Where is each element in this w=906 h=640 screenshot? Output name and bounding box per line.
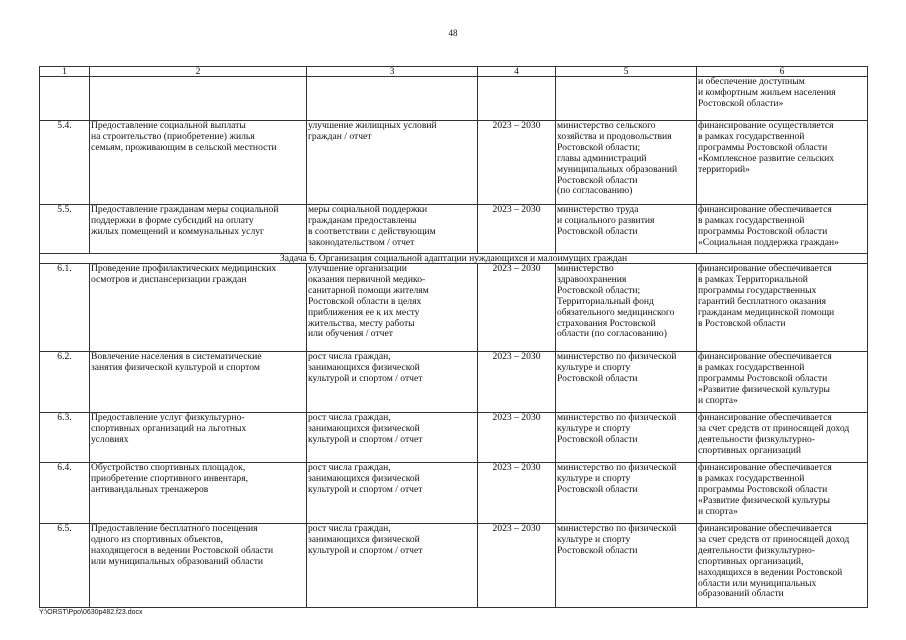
measure-cell: [90, 77, 307, 121]
measure-cell: Вовлечение населения в систематические занятия физической культурой и спортом: [90, 352, 307, 413]
period-cell: 2023 – 2030: [478, 205, 556, 254]
result-cell: рост числа граждан, занимающихся физической культурой и спортом / отчет: [307, 524, 478, 608]
result-cell: меры социальной поддержки гражданам предоставлены в соответствии с действующим законодательством / отчет: [307, 205, 478, 254]
period-cell: 2023 – 2030: [478, 524, 556, 608]
table-row: [40, 524, 868, 608]
table-row: [40, 77, 868, 121]
row-number: 6.3.: [40, 413, 90, 463]
page-number: 48: [448, 28, 458, 38]
column-header: 3: [307, 67, 478, 77]
result-cell: рост числа граждан, занимающихся физической культурой и спортом / отчет: [307, 413, 478, 463]
row-number: 6.4.: [40, 463, 90, 524]
funding-cell: финансирование обеспечивается в рамках государственной программы Ростовской области «Развитие физической культуры и спорта»: [697, 463, 868, 524]
measure-cell: Обустройство спортивных площадок, приобретение спортивного инвентаря, антивандальных тренажеров: [90, 463, 307, 524]
measure-cell: Предоставление услуг физкультурно- спортивных организаций на льготных условиях: [90, 413, 307, 463]
funding-cell: и обеспечение доступным и комфортным жильем населения Ростовской области»: [697, 77, 868, 121]
row-number: 5.5.: [40, 205, 90, 254]
executor-cell: министерство по физической культуре и спорту Ростовской области: [556, 463, 697, 524]
period-cell: 2023 – 2030: [478, 413, 556, 463]
executor-cell: министерство по физической культуре и спорту Ростовской области: [556, 352, 697, 413]
header-row: [40, 67, 868, 77]
column-header: 2: [90, 67, 307, 77]
funding-cell: финансирование осуществляется в рамках государственной программы Ростовской области «Комплексное развитие сельских территорий»: [697, 121, 868, 205]
result-cell: [307, 77, 478, 121]
executor-cell: [556, 77, 697, 121]
funding-cell: финансирование обеспечивается в рамках Территориальной программы государственных гарантий бесплатного оказания гражданам медицинской помощи в Ростовской области: [697, 264, 868, 352]
executor-cell: министерство по физической культуре и спорту Ростовской области: [556, 413, 697, 463]
measure-cell: Предоставление социальной выплаты на строительство (приобретение) жилья семьям, проживающим в сельской местности: [90, 121, 307, 205]
funding-cell: финансирование обеспечивается за счет средств от приносящей доход деятельности физкультурно- спортивных организаций, находящихся в ведении Ростовской области или муниципальных образований области: [697, 524, 868, 608]
column-header: 4: [478, 67, 556, 77]
executor-cell: министерство сельского хозяйства и продовольствия Ростовской области; главы администраций муниципальных образований Ростовской области (по согласованию): [556, 121, 697, 205]
table-row: [40, 352, 868, 413]
measure-cell: Проведение профилактических медицинских осмотров и диспансеризации граждан: [90, 264, 307, 352]
file-path-footer: Y:\ORST\Ppo\0630p482.f23.docx: [39, 609, 143, 616]
measures-table: [39, 66, 868, 608]
row-number: 6.1.: [40, 264, 90, 352]
task-title: Задача 6. Организация социальной адаптации нуждающихся и малоимущих граждан: [40, 254, 868, 264]
measure-cell: Предоставление гражданам меры социальной поддержки в форме субсидий на оплату жилых помещений и коммунальных услуг: [90, 205, 307, 254]
executor-cell: министерство по физической культуре и спорту Ростовской области: [556, 524, 697, 608]
table-row: [40, 264, 868, 352]
column-header: 1: [40, 67, 90, 77]
column-header: 5: [556, 67, 697, 77]
table-row: [40, 413, 868, 463]
row-number: [40, 77, 90, 121]
period-cell: 2023 – 2030: [478, 463, 556, 524]
funding-cell: финансирование обеспечивается в рамках государственной программы Ростовской области «Развитие физической культуры и спорта»: [697, 352, 868, 413]
table-row: [40, 205, 868, 254]
row-number: 6.5.: [40, 524, 90, 608]
result-cell: улучшение организации оказания первичной медико- санитарной помощи жителям Ростовской области в целях приближения ее к их месту жительства, месту работы или обучения / отчет: [307, 264, 478, 352]
executor-cell: министерство здравоохранения Ростовской области; Территориальный фонд обязательного медицинского страхования Ростовской области (по согласованию): [556, 264, 697, 352]
executor-cell: министерство труда и социального развития Ростовской области: [556, 205, 697, 254]
task-row: [40, 254, 868, 264]
table-row: [40, 463, 868, 524]
period-cell: [478, 77, 556, 121]
funding-cell: финансирование обеспечивается в рамках государственной программы Ростовской области «Социальная поддержка граждан»: [697, 205, 868, 254]
table-row: [40, 121, 868, 205]
row-number: 6.2.: [40, 352, 90, 413]
row-number: 5.4.: [40, 121, 90, 205]
column-header: 6: [697, 67, 868, 77]
result-cell: рост числа граждан, занимающихся физической культурой и спортом / отчет: [307, 463, 478, 524]
measure-cell: Предоставление бесплатного посещения одного из спортивных объектов, находящегося в ведении Ростовской области или муниципальных образований области: [90, 524, 307, 608]
result-cell: улучшение жилищных условий граждан / отчет: [307, 121, 478, 205]
result-cell: рост числа граждан, занимающихся физической культурой и спортом / отчет: [307, 352, 478, 413]
period-cell: 2023 – 2030: [478, 264, 556, 352]
period-cell: 2023 – 2030: [478, 121, 556, 205]
period-cell: 2023 – 2030: [478, 352, 556, 413]
funding-cell: финансирование обеспечивается за счет средств от приносящей доход деятельности физкультурно- спортивных организаций: [697, 413, 868, 463]
